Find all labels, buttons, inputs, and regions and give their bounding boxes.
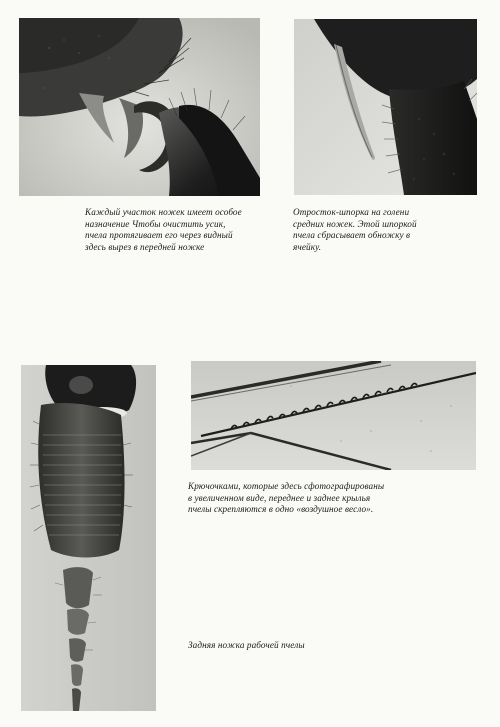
caption-wing-hooks: Крючочками, которые здесь сфотографированы в увеличенном виде, переднее и заднее крылья пчелы скрепляются в одно «воздушное весло». — [188, 481, 385, 515]
photo-middle-leg-spur — [294, 19, 477, 195]
photo-wing-hooks — [191, 361, 476, 470]
photo-hind-leg — [21, 365, 156, 711]
caption-antenna-cleaner: Каждый участок ножек имеет особое назначение Чтобы очистить усик, пчела протягивает его через видный здесь вырез в передней ножке — [85, 207, 242, 252]
caption-middle-leg-spur: Отросток-шпорка на голени средних ножек. Этой шпоркой пчела сбрасывает обножку в ячейку. — [293, 207, 417, 252]
caption-hind-leg: Задняя ножка рабочей пчелы — [188, 640, 305, 650]
photo-antenna-cleaner — [19, 18, 260, 196]
